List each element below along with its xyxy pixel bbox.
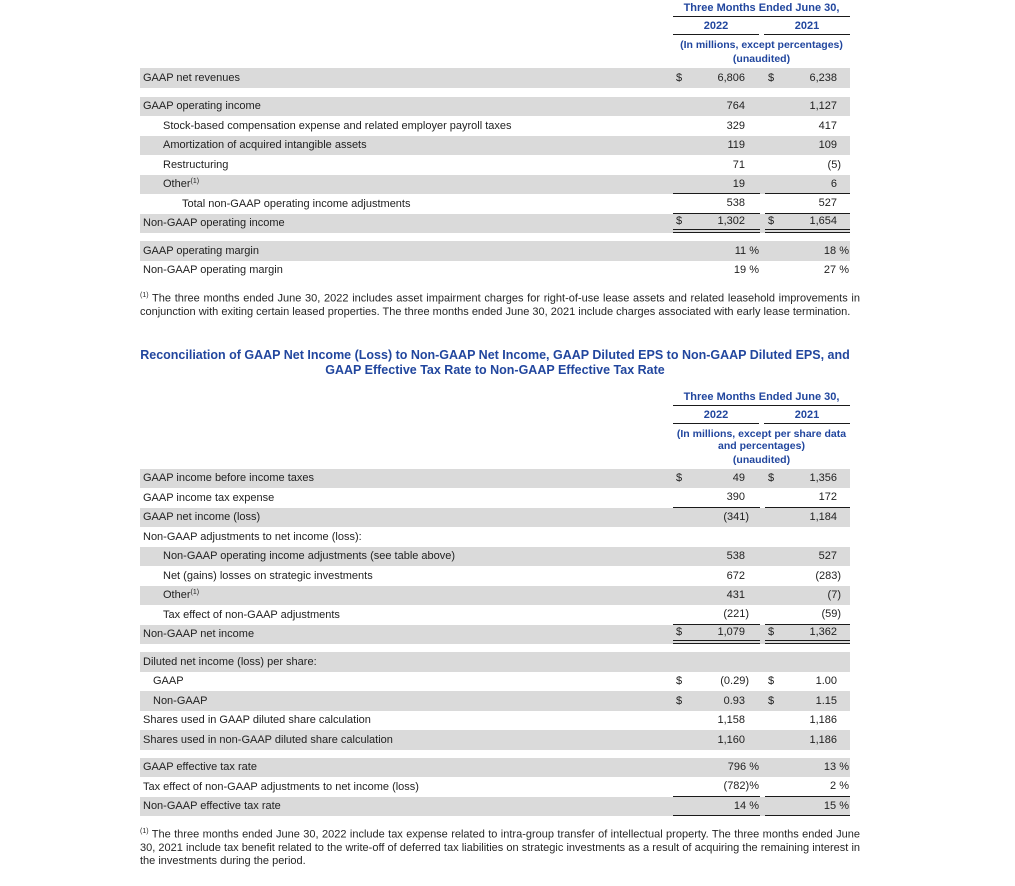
heading-line-2: GAAP Effective Tax Rate to Non-GAAP Effective Tax Rate [325,362,665,377]
dollar-sign: $ [768,71,775,84]
dollar-sign: $ [676,675,683,688]
value-col-2021: (5) [827,158,841,171]
value-col-2022: $ 1,079 [673,625,760,645]
value-col-2021: (59) [765,605,850,625]
row-label: Total non-GAAP operating income adjustments [182,197,411,210]
table-row [140,691,850,711]
row-label: Other $^{(1)}$ [163,588,200,602]
row-label: GAAP operating margin [143,244,259,257]
document-body [140,2,860,868]
value-col-2021 [765,652,850,672]
value-col-2022: 538 [726,550,745,563]
row-label: Stock-based compensation expense and related employer payroll taxes [163,119,512,132]
year-2021-header: 2021 [764,17,850,35]
table1-header [140,2,850,68]
table-row [140,194,850,214]
dollar-sign: $ [676,215,683,228]
table-row [140,672,850,692]
value-col-2022: 71 [732,158,745,171]
value-col-2022: (782)% [673,777,760,797]
value-col-2022: 390 [673,488,760,508]
value-col-2022: 538 [673,194,760,214]
value-col-2021: (7) [827,589,841,602]
value-col-2021: $ 1.00 [765,672,850,692]
footnote-ref: (1) [190,177,200,185]
dollar-sign: $ [676,71,683,84]
row-label: Diluted net income (loss) per share: [143,655,317,668]
section-heading [140,348,850,378]
value-col-2022: (341) [723,511,749,524]
row-label: Amortization of acquired intangible assets [163,139,367,152]
value-col-2021: 109 [818,139,837,152]
table-row [140,488,850,508]
table2-header [140,391,850,469]
value-col-2022: $ 1,302 [673,214,760,234]
table-row [140,566,850,586]
units-note: (In millions, except per share data and percentages) [676,427,847,452]
value-col-2021: $ 6,238 [765,68,850,88]
value-col-2021: 1,127 [809,100,837,113]
table-row [140,136,850,156]
row-label: Non-GAAP effective tax rate [143,800,281,813]
row-label: Non-GAAP operating margin [143,264,283,277]
row-label: Tax effect of non-GAAP adjustments to net income (loss) [143,780,419,793]
dollar-sign: $ [768,675,775,688]
value-col-2022: 796 % [727,761,759,774]
value-col-2022: $ (0.29) [673,672,760,692]
value-col-2021: 417 [818,119,837,132]
dollar-sign: $ [768,626,775,639]
dollar-sign: $ [768,694,775,707]
value-col-2021: 1,184 [809,511,837,524]
unaudited-note: (unaudited) [732,453,791,466]
table-row [140,527,850,547]
footnote-marker: (1) [140,292,149,299]
value-col-2021: $ 1,362 [765,625,850,645]
table-row [140,797,850,817]
period-header: Three Months Ended June 30, [673,2,850,17]
year-2022-header: 2022 [673,17,759,35]
value-col-2022: 19 % [733,264,759,277]
footnote-marker: (1) [140,828,149,836]
value-col-2021: 27 % [823,264,849,277]
value-col-2021: 6 [765,175,850,195]
value-col-2022: 11 % [734,244,759,257]
dollar-sign: $ [676,694,683,707]
row-label: GAAP income tax expense [143,491,275,504]
row-label: Shares used in non-GAAP diluted share calculation [143,733,393,746]
row-label: GAAP income before income taxes [143,472,314,485]
table-row [140,711,850,731]
value-col-2021: 527 [818,550,837,563]
dollar-sign: $ [768,215,775,228]
table-row [140,605,850,625]
table-row [140,155,850,175]
table-row [140,261,850,281]
value-col-2022: (221) [673,605,760,625]
value-col-2021: 15 % [765,797,850,817]
table-row [140,508,850,528]
table-row [140,652,850,672]
operating-income-table [140,2,850,280]
value-col-2021: 1,186 [809,714,837,727]
value-col-2022: $ 6,806 [673,68,760,88]
value-col-2022: 672 [726,569,745,582]
value-col-2022: $ 49 [673,469,760,489]
row-label: Tax effect of non-GAAP adjustments [163,608,340,621]
footnote-2: $^{(1)}$ The three months ended June 30, 2022 include tax expense related to intra-group transfer of intellectual property. The three months ended June 30, 2021 include tax benefit related to the write-off of deferred tax liabilities on strategic investments as a result of acquiring the remaining interest in the investments during the period. [140,828,860,867]
table-row [140,547,850,567]
value-col-2021: $ 1,356 [765,469,850,489]
units-note: (In millions, except percentages) [680,39,843,51]
table-row [140,241,850,261]
row-label: Non-GAAP net income [143,628,255,641]
row-label: Shares used in GAAP diluted share calculation [143,714,371,727]
footnote-1: $^{(1)}$ The three months ended June 30, 2022 includes asset impairment charges for right-of-use lease assets and related leasehold improvements in conjunction with exiting certain leased properties. The three months ended June 30, 2021 include charges associated with early lease termination. [140,292,860,318]
table-row [140,214,850,234]
heading-line-1: Reconciliation of GAAP Net Income (Loss) to Non-GAAP Net Income, GAAP Diluted EPS to Non-GAAP Diluted EPS, and [140,347,850,362]
row-label: Non-GAAP [153,694,208,707]
value-col-2022: 764 [726,100,745,113]
value-col-2022 [673,527,760,547]
value-col-2022: 19 [673,175,760,195]
footnote-ref: (1) [190,588,200,596]
table-row [140,68,850,88]
value-col-2021: 172 [765,488,850,508]
row-label: GAAP net revenues [143,71,241,84]
row-label: Other $^{(1)}$ [163,177,200,191]
row-label: GAAP net income (loss) [143,511,261,524]
row-label: GAAP effective tax rate [143,761,257,774]
value-col-2022: 1,158 [717,714,745,727]
value-col-2021: 527 [765,194,850,214]
value-col-2022: 1,160 [717,733,745,746]
period-header: Three Months Ended June 30, [673,391,850,406]
value-col-2021: 18 % [823,244,849,257]
value-col-2022: $ 0.93 [673,691,760,711]
net-income-table [140,391,850,817]
value-col-2022 [673,652,760,672]
table-row [140,175,850,195]
value-col-2021: $ 1.15 [765,691,850,711]
row-label: GAAP [153,675,184,688]
year-2022-header: 2022 [673,406,759,424]
dollar-sign: $ [676,472,683,485]
table-row [140,730,850,750]
table-row [140,625,850,645]
table-row [140,97,850,117]
table-row [140,586,850,606]
dollar-sign: $ [676,626,683,639]
value-col-2021: 1,186 [809,733,837,746]
value-col-2022: 329 [726,119,745,132]
row-label: Restructuring [163,158,229,171]
row-label: Net (gains) losses on strategic investments [163,569,373,582]
row-label: Non-GAAP operating income adjustments (see table above) [163,550,456,563]
value-col-2021: 13 % [823,761,849,774]
value-col-2022: 119 [727,139,745,152]
row-label: Non-GAAP operating income [143,217,285,230]
value-col-2021: $ 1,654 [765,214,850,234]
value-col-2022: 431 [726,589,745,602]
row-label: Non-GAAP adjustments to net income (loss): [143,530,362,543]
dollar-sign: $ [768,472,775,485]
value-col-2021: (283) [815,569,841,582]
unaudited-note: (unaudited) [732,53,791,65]
value-col-2021: 2 % [765,777,850,797]
row-label: GAAP operating income [143,100,261,113]
table-row [140,777,850,797]
table-row [140,469,850,489]
value-col-2021 [765,527,850,547]
table-row [140,116,850,136]
value-col-2022: 14 % [673,797,760,817]
table-row [140,758,850,778]
year-2021-header: 2021 [764,406,850,424]
